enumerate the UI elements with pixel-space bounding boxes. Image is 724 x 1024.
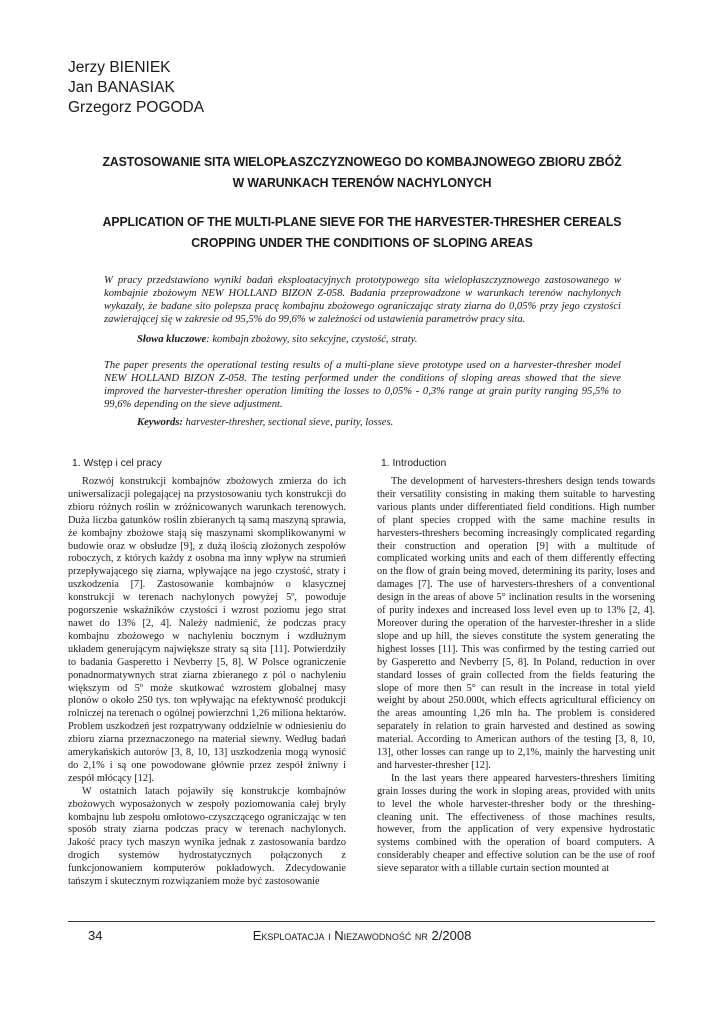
page-number: 34 [88,928,103,943]
author-list [68,58,204,118]
title-line: ZASTOSOWANIE SITA WIELOPŁASZCZYZNOWEGO DO KOMBAJNOWEGO ZBIORU ZBÓŻ [102,154,622,169]
author-name: Jerzy BIENIEK [68,59,171,76]
abstract-polish: W pracy przedstawiono wyniki badań eksploatacyjnych prototypowego sita wielopłaszczyznowego zastosowanego w kombajnie zbożowym NEW HOLLAND BIZON Z-058. Badania przeprowadzone w warunkach terenów nachylonych wykazały, że badane sito polepsza pracę kombajnu zbożowego ograniczając straty ziarna do 0,05% przy jego czystości zawierającej się w zakresie od 95,5% do 99,6% w zależności od ustawienia parametrów pracy sita. [104,275,621,325]
title-line: W WARUNKACH TERENÓW NACHYLONYCH [232,175,492,190]
title-polish [79,151,644,193]
paragraph: W ostatnich latach pojawiły się konstrukcje kombajnów zbożowych wyposażonych w zespoły poziomowania całej bryły kombajnu lub zespołu omłotowo-czyszczącego ograniczając w ten sposób straty ziarna podczas pracy w terenach nachylonych. Jakość pracy tych maszyn wynika jednak z zastosowania bardzo drogich systemów hydrostatycznych połączonych z funkcjonowaniem komputerów pokładowych. Zdecydowanie tańszym i skutecznym rozwiązaniem może być zastosowanie [68,785,346,888]
section-heading-english: 1. Introduction [381,458,447,469]
keywords-text: : kombajn zbożowy, sito sekcyjne, czystość, straty. [206,334,418,345]
body-column-english [377,476,655,896]
title-english [79,211,644,253]
title-line: APPLICATION OF THE MULTI-PLANE SIEVE FOR THE HARVESTER-THRESHER CEREALS [102,214,622,229]
paragraph: The development of harvesters-threshers design tends towards their versatility consisting in making them suitable to harvesting various plants under differentiated field conditions. High number of plant species cropped with the same machine results in harvesters-threshers becoming increasingly complicated regarding their construction and operation [9] with a multitude of complicated working units and each of them differently effecting on the flow of grain being moved, determining its parity, loses and damages [7]. The use of harvesters-threshers of a conventional design in the areas of above 5° inclination results in the worsening of purity indexes and increased loss level even up to 13% [2, 4]. Moreover during the operation of the harvester-thresher in a slide slope and up hill, the sieves constitute the system generating the highest losses [11]. This was confirmed by the testing carried out by Gasperetto and Nevberry [5, 8]. In Poland, reduction in over standard losses of grain collected from the fields featuring the slope of more then 5° can result in the increase in total yield weight by about 250.000t, which effects agricultural efficiency on the areas amounting 1,26 mln ha. The problem is considered separately in relation to grain harvested and destined as sowing material. According to American authors of the testing [3, 8, 10, 13], other losses can range up to 2,1%, mainly the harvesting unit and harvester-thresher [12]. [377,476,655,771]
section-heading-polish: 1. Wstęp i cel pracy [72,458,162,469]
footer-divider [68,921,655,922]
keywords-english [137,416,393,429]
keywords-text: harvester-thresher, sectional sieve, purity, losses. [182,417,394,428]
author-name: Grzegorz POGODA [68,99,205,116]
author-name: Jan BANASIAK [68,79,175,96]
paragraph: In the last years there appeared harvesters-threshers limiting grain losses during the work in sloping areas, provided with units to level the whole harvester-thresher body or the threshing-cleaning unit. The effectiveness of those machines results, however, from the application of very expensive hydrostatic systems combined with the operation of board computers. A considerably cheaper and effective solution can be the use of roof sieve separator with a tillable curtain section mounted at [377,772,655,875]
title-line: CROPPING UNDER THE CONDITIONS OF SLOPING AREAS [191,235,533,250]
paragraph: Rozwój konstrukcji kombajnów zbożowych zmierza do ich uniwersalizacji polegającej na przystosowaniu tych konstrukcji do zbioru różnych roślin w zróżnicowanych warunkach terenowych. Duża liczba gatunków roślin zbieranych tą samą maszyną sprawia, że kombajny zbożowe stają się maszynami skomplikowanymi w budowie oraz w obsłudze [9], z dużą ilością złożonych zespołów roboczych, z których każdy z osobna ma inny wpływ na strumień przepływającego się ziarna, wpływające na jego czystość, straty i uszkodzenia [7]. Zastosowanie kombajnów o klasycznej konstrukcji w terenach nachylonych powyżej 5º, powoduje pogorszenie wskaźników czystości i wzrost poziomu jego strat nawet do 13% [2, 4]. Należy nadmienić, że podczas pracy kombajnu zbożowego w nachyleniu bocznym i wzdłużnym układem generującym największe straty są sita [11]. Potwierdziły to badania Gasperetto i Nevberry [5, 8]. W Polsce ograniczenie ponadnormatywnych strat ziarna zbieranego z pól o nachyleniu większym od 5º może skutkować wzrostem globalnej masy plonów o około 250 tys. ton wpływając na efektywność produkcji rolniczej na terenach o ogólnej powierzchni 1,26 miliona hektarów. Problem uszkodzeń jest rozpatrywany oddzielnie w odniesieniu do zbioru ziarna przeznaczonego na materiał siewny. Według badań amerykańskich autorów [3, 8, 10, 13] uszkodzenia mogą wynosić do 2,1% i są one powodowane głównie przez zespół żniwny i zespół młócący [12]. [68,476,346,784]
keywords-label: Słowa kluczowe [137,334,207,345]
journal-name: Eksploatacja i Niezawodność nr 2/2008 [252,928,472,943]
keywords-label: Keywords: [137,417,183,428]
keywords-polish [137,333,417,346]
body-column-polish [68,476,346,896]
abstract-english: The paper presents the operational testing results of a multi-plane sieve prototype used on a harvester-thresher model NEW HOLLAND BIZON Z-058. The testing performed under the conditions of sloping areas showed that the sieve improved the harvester-thresher operation limiting the losses to 0,05% - 0,3% range at grain purity ranging 95,5% to 99,6% depending on the sieve adjustment. [104,360,621,410]
